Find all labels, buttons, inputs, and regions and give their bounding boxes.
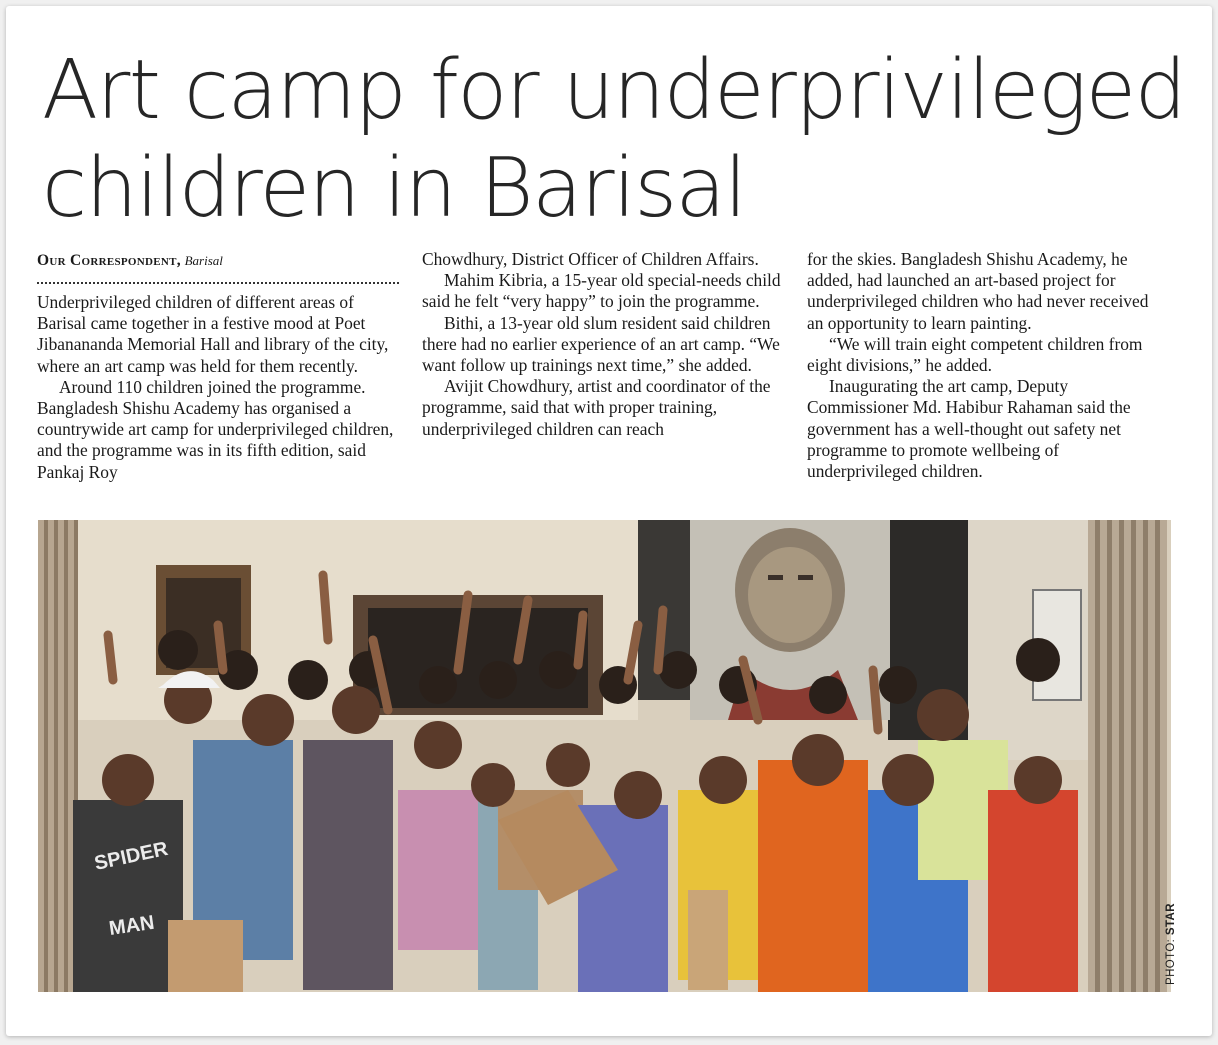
paragraph: Mahim Kibria, a 15-year old special-needs child said he felt “very happy” to join the programme. (422, 270, 781, 312)
paragraph: Avijit Chowdhury, artist and coordinator of the programme, said that with proper training, underprivileged children can reach (422, 376, 771, 439)
paragraph: Underprivileged children of different areas of Barisal came together in a festive mood at Poet Jibanananda Memorial Hall and library of the city, where an art camp was held for them recently. (37, 292, 389, 376)
photo-credit-prefix: PHOTO: (1165, 935, 1177, 985)
headline (42, 42, 1192, 238)
shirt-text-spider: SPIDER (92, 837, 170, 875)
article-column-2 (422, 249, 784, 440)
headline-line-1: Art camp for underprivileged (42, 43, 1186, 138)
article-column-3 (807, 249, 1169, 482)
article-column-1 (37, 250, 399, 483)
photo-credit (1165, 903, 1177, 985)
group-photo (38, 520, 1171, 992)
paragraph: “We will train eight competent children from eight divisions,” he added. (807, 333, 1143, 376)
photo-credit-name: STAR (1165, 903, 1177, 936)
dotted-divider (37, 276, 399, 284)
shirt-text-man: MAN (107, 911, 156, 940)
byline (37, 250, 399, 272)
headline-line-2: children in Barisal (42, 141, 746, 236)
paragraph: Around 110 children joined the programme. Bangladesh Shishu Academy has organised a countrywide art camp for underprivileged children, and the programme was in its fifth edition, said Pankaj Roy (37, 376, 394, 482)
paragraph: Inaugurating the art camp, Deputy Commissioner Md. Habibur Rahaman said the government has a well-thought out safety net programme to promote wellbeing of underprivileged children. (807, 376, 1131, 482)
paragraph: Bithi, a 13-year old slum resident said children there had no earlier experience of an art camp. “We want follow up trainings next time,” she added. (422, 312, 780, 376)
byline-location: Barisal (184, 253, 223, 268)
group-photo-illustration (38, 520, 1171, 992)
paragraph: Chowdhury, District Officer of Children Affairs. (422, 249, 759, 269)
byline-name: Our Correspondent, (37, 252, 181, 269)
paragraph: for the skies. Bangladesh Shishu Academy, he added, had launched an art-based project for underprivileged children who had never received an opportunity to learn painting. (807, 249, 1149, 333)
newspaper-clipping (6, 6, 1212, 1036)
